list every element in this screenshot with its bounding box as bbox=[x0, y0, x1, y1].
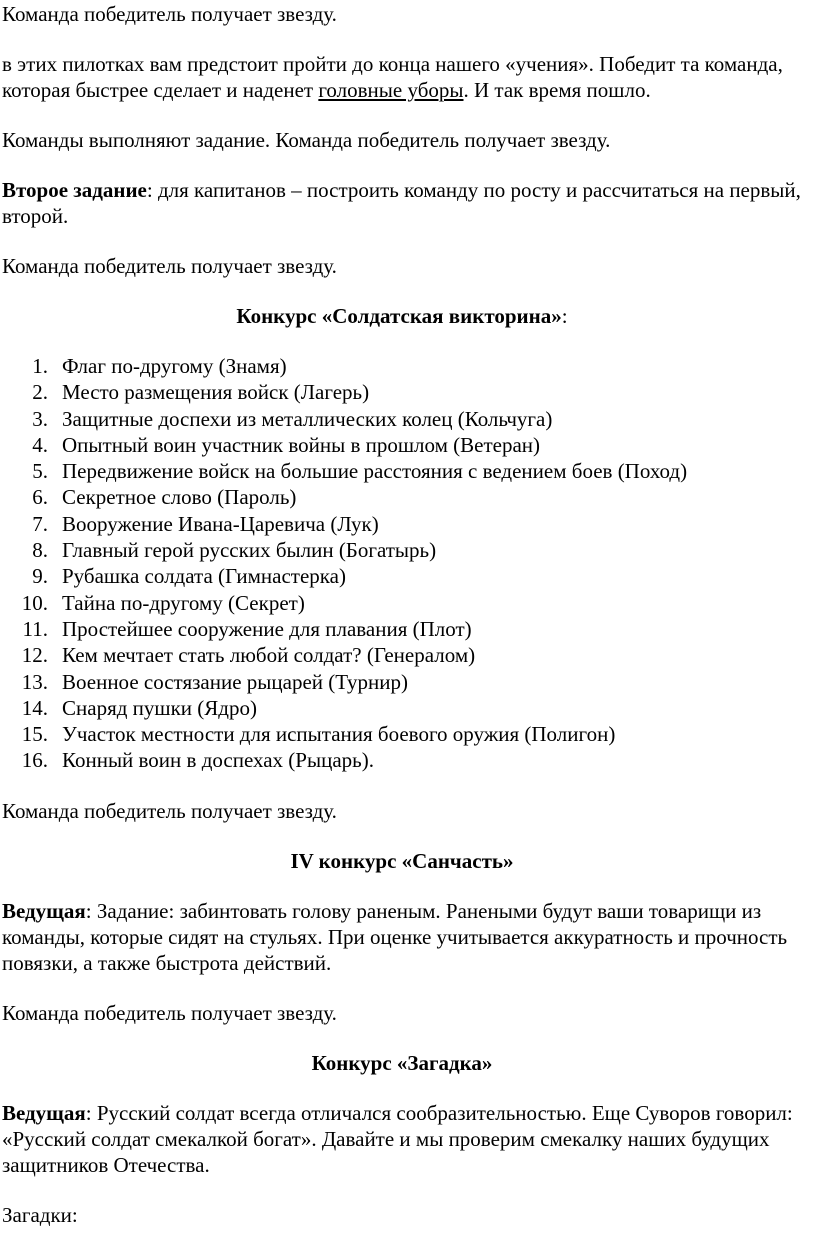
list-item-number: 1. bbox=[32, 354, 48, 378]
list-item-number: 7. bbox=[32, 511, 48, 536]
list-item-number: 14. bbox=[21, 695, 48, 720]
quiz-title-bold: Конкурс «Солдатская викторина» bbox=[236, 304, 562, 328]
list-item-text: Конный воин в доспехах (Рыцарь). bbox=[62, 748, 374, 773]
list-item-number: 2. bbox=[32, 380, 48, 405]
list-item-text: Защитные доспехи из металлических колец (Кольчуга) bbox=[62, 406, 553, 431]
list-item bbox=[2, 537, 802, 563]
hats-text-before: в этих пилотках вам предстоит пройти до конца нашего «учения». Победит та команда, которая быстрее сделает и наденет bbox=[2, 52, 783, 102]
list-item-text: Главный герой русских былин (Богатырь) bbox=[62, 538, 437, 563]
winner-line-3: Команда победитель получает звезду. bbox=[2, 798, 337, 823]
riddle-title: Конкурс «Загадка» bbox=[311, 1050, 493, 1075]
list-item-text: Флаг по-другому (Знамя) bbox=[62, 354, 287, 378]
hats-text-after: . И так время пошло. bbox=[463, 78, 651, 102]
list-item-text: Участок местности для испытания боевого оружия (Полигон) bbox=[62, 722, 616, 747]
list-item-text: Передвижение войск на большие расстояния с ведением боев (Поход) bbox=[62, 459, 688, 484]
list-item-number: 16. bbox=[21, 748, 48, 773]
list-item bbox=[2, 406, 802, 432]
list-item bbox=[2, 590, 802, 616]
list-item-number: 10. bbox=[21, 590, 48, 615]
list-item bbox=[2, 747, 802, 773]
list-item-text: Место размещения войск (Лагерь) bbox=[62, 380, 370, 405]
riddle-intro-text: : Русский солдат всегда отличался сообразительностью. Еще Суворов говорил: «Русский солдат смекалкой богат». Давайте и мы проверим смекалку наших будущих защитников Отечества. bbox=[2, 1100, 793, 1177]
list-item-text: Секретное слово (Пароль) bbox=[62, 485, 297, 510]
teams-complete-paragraph: Команды выполняют задание. Команда победитель получает звезду. bbox=[2, 128, 611, 152]
list-item-number: 4. bbox=[32, 432, 48, 457]
list-item-text: Военное состязание рыцарей (Турнир) bbox=[62, 669, 408, 694]
list-item-number: 15. bbox=[21, 722, 48, 747]
list-item-text: Кем мечтает стать любой солдат? (Генералом) bbox=[62, 643, 476, 668]
list-item-number: 3. bbox=[32, 406, 48, 431]
document-page bbox=[0, 1, 802, 1228]
list-item-number: 13. bbox=[21, 669, 48, 694]
list-item bbox=[2, 642, 802, 668]
list-item bbox=[2, 616, 802, 642]
list-item-text: Снаряд пушки (Ядро) bbox=[62, 695, 257, 720]
list-item bbox=[2, 511, 802, 537]
riddle-intro-paragraph bbox=[2, 1100, 802, 1178]
list-item-text: Простейшее сооружение для плавания (Плот) bbox=[62, 616, 472, 641]
list-item bbox=[2, 458, 802, 484]
second-task-text: : для капитанов – построить команду по росту и рассчитаться на первый, второй. bbox=[2, 178, 801, 228]
second-task-paragraph bbox=[2, 177, 802, 229]
list-item-text: Рубашка солдата (Гимнастерка) bbox=[62, 564, 346, 589]
winner-line: Команда победитель получает звезду. bbox=[2, 2, 337, 26]
list-item-number: 9. bbox=[32, 564, 48, 589]
bandage-task-text: : Задание: забинтовать голову раненым. Ранеными будут ваши товарищи из команды, которые сидят на стульях. При оценке учитывается аккуратность и прочность повязки, а также быстрота действий. bbox=[2, 898, 788, 975]
list-item bbox=[2, 353, 802, 379]
hats-paragraph bbox=[2, 51, 802, 103]
list-item-number: 8. bbox=[32, 538, 48, 563]
winner-line-4: Команда победитель получает звезду. bbox=[2, 1000, 337, 1025]
quiz-title-colon: : bbox=[561, 304, 568, 328]
list-item bbox=[2, 379, 802, 405]
list-item-number: 6. bbox=[32, 485, 48, 510]
list-item-number: 12. bbox=[21, 643, 48, 668]
host-label: Ведущая bbox=[2, 898, 86, 923]
list-item-text: Тайна по-другому (Секрет) bbox=[62, 590, 305, 615]
list-item bbox=[2, 484, 802, 510]
hats-underlined-text: головные уборы bbox=[318, 78, 464, 102]
section4-title: IV конкурс «Санчасть» bbox=[290, 848, 514, 873]
riddles-label: Загадки: bbox=[2, 1202, 78, 1227]
quiz-title bbox=[2, 303, 802, 329]
list-item-number: 11. bbox=[22, 616, 48, 641]
list-item bbox=[2, 669, 802, 695]
host-label: Ведущая bbox=[2, 1100, 86, 1125]
quiz-list bbox=[2, 353, 802, 774]
list-item-text: Вооружение Ивана-Царевича (Лук) bbox=[62, 511, 379, 536]
list-item bbox=[2, 432, 802, 458]
list-item bbox=[2, 721, 802, 747]
second-task-label: Второе задание bbox=[2, 178, 147, 202]
list-item-number: 5. bbox=[32, 459, 48, 484]
list-item bbox=[2, 695, 802, 721]
winner-line-2: Команда победитель получает звезду. bbox=[2, 254, 337, 278]
list-item-text: Опытный воин участник войны в прошлом (Ветеран) bbox=[62, 432, 541, 457]
list-item bbox=[2, 563, 802, 589]
bandage-task-paragraph bbox=[2, 898, 802, 976]
